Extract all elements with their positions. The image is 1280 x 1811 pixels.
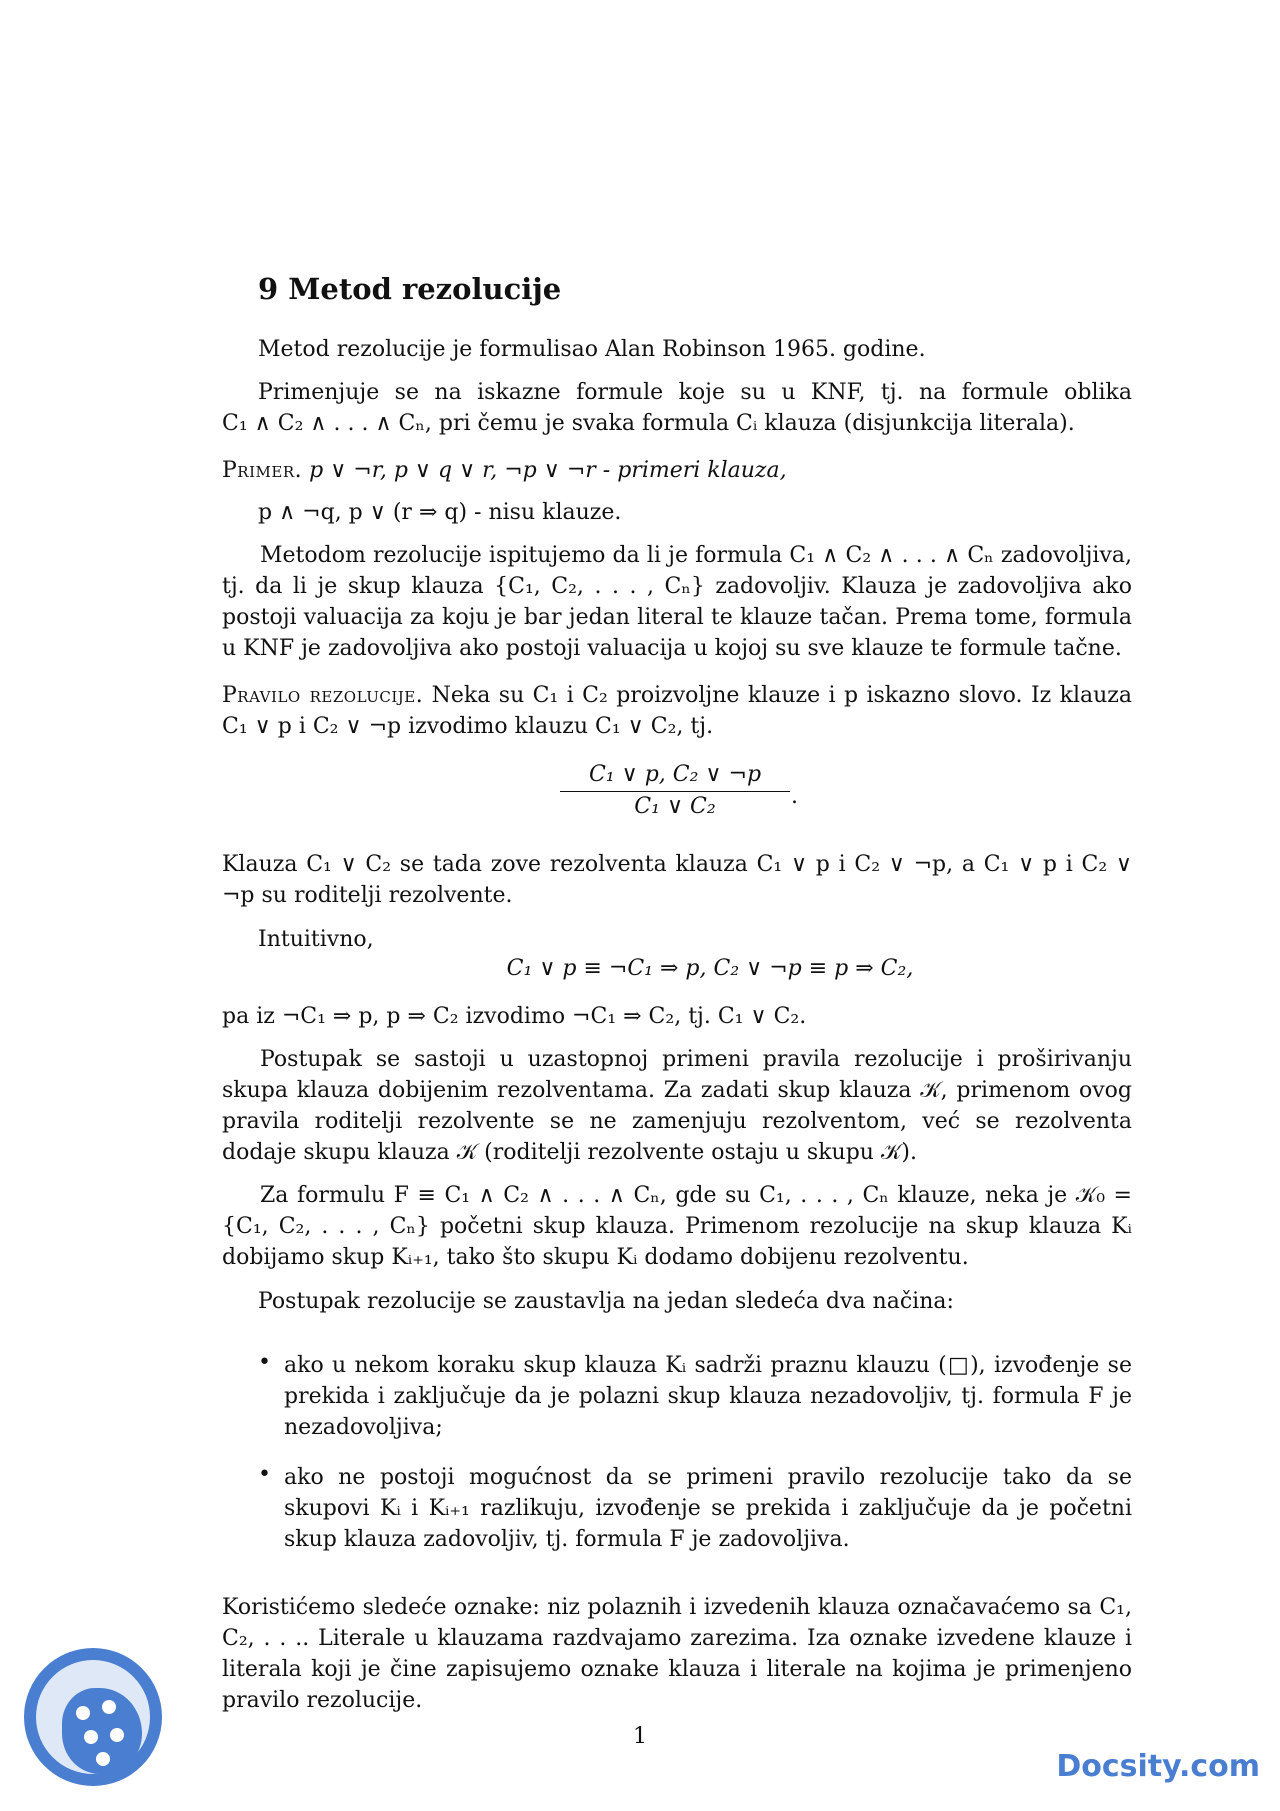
paragraph-stop-conditions: Postupak rezolucije se zaustavlja na jedan sledeća dva načina: xyxy=(258,1289,954,1314)
paragraph-knf-line2: C₁ ∧ C₂ ∧ . . . ∧ Cₙ, pri čemu je svaka formula Cᵢ klauza (disjunkcija literala). xyxy=(222,411,1075,436)
resolution-fraction xyxy=(560,762,798,819)
intuition-label: Intuitivno, xyxy=(258,927,374,952)
intuition-formula: C₁ ∨ p ≡ ¬C₁ ⇒ p, C₂ ∨ ¬p ≡ p ⇒ C₂, xyxy=(506,956,914,981)
example-label: Primer. xyxy=(222,458,303,483)
bullet-marker-1: • xyxy=(258,1350,271,1375)
docsity-brand-watermark[interactable]: Docsity.com xyxy=(1056,1749,1260,1784)
bullet-marker-2: • xyxy=(258,1462,271,1487)
paragraph-resolvent: Klauza C₁ ∨ C₂ se tada zove rezolventa klauza C₁ ∨ p i C₂ ∨ ¬p, a C₁ ∨ p i C₂ ∨ ¬p su roditelji rezolvente. xyxy=(222,852,1132,908)
resolution-rule-block xyxy=(222,680,1132,742)
fraction-period: . xyxy=(791,784,798,809)
bullet-unsatisfiable: ako u nekom koraku skup klauza Kᵢ sadrži praznu klauzu (□), izvođenje se prekida i zaključuje da je polazni skup klauza nezadovoljiv, tj. formula F je nezadovoljiva; xyxy=(284,1353,1132,1440)
example-non-clauses: p ∧ ¬q, p ∨ (r ⇒ q) - nisu klauze. xyxy=(258,500,622,525)
example-clauses: p ∨ ¬r, p ∨ q ∨ r, ¬p ∨ ¬r - primeri klauza, xyxy=(309,458,787,483)
docsity-logo-icon xyxy=(24,1648,162,1786)
example-block xyxy=(222,455,1132,486)
fraction-numerator: C₁ ∨ p, C₂ ∨ ¬p xyxy=(560,762,790,792)
paragraph-notation: Koristićemo sledeće oznake: niz polaznih i izvedenih klauza označavaćemo sa C₁, C₂, . . .. Literale u klauzama razdvajamo zarezima. Iza oznake izvedene klauze i literala koji je čine zapisujemo oznake klauza i literale na kojima je primenjeno pravilo rezolucije. xyxy=(222,1595,1132,1713)
page-number: 1 xyxy=(633,1724,647,1749)
paragraph-intro: Metod rezolucije je formulisao Alan Robinson 1965. godine. xyxy=(258,337,926,362)
resolution-rule-text: Neka su C₁ i C₂ proizvoljne klauze i p iskazno slovo. Iz klauza C₁ ∨ p i C₂ ∨ ¬p izvodimo klauzu C₁ ∨ C₂, tj. xyxy=(222,683,1132,739)
paragraph-satisfiability: Metodom rezolucije ispitujemo da li je formula C₁ ∧ C₂ ∧ . . . ∧ Cₙ zadovoljiva, tj. da li je skup klauza {C₁, C₂, . . . , Cₙ} zadovoljiv. Klauza je zadovoljiva ako postoji valuacija za koju je bar jedan literal te klauze tačan. Prema tome, formula u KNF je zadovoljiva ako postoji valuacija u kojoj su sve klauze te formule tačne. xyxy=(222,543,1132,661)
paragraph-initial-set: Za formulu F ≡ C₁ ∧ C₂ ∧ . . . ∧ Cₙ, gde su C₁, . . . , Cₙ klauze, neka je 𝒦₀ = {C₁, C₂, . . . , Cₙ} početni skup klauza. Primenom rezolucije na skup klauza Kᵢ dobijamo skup Kᵢ₊₁, tako što skupu Kᵢ dodamo dobijenu rezolventu. xyxy=(222,1183,1132,1270)
resolution-rule-label: Pravilo rezolucije. xyxy=(222,683,424,708)
bullet-satisfiable: ako ne postoji mogućnost da se primeni pravilo rezolucije tako da se skupovi Kᵢ i Kᵢ₊₁ razlikuju, izvođenje se prekida i zaključuje da je početni skup klauza zadovoljiv, tj. formula F je zadovoljiva. xyxy=(284,1465,1132,1552)
paragraph-knf-line1: Primenjuje se na iskazne formule koje su u KNF, tj. na formule oblika xyxy=(258,380,1132,405)
paragraph-derivation: pa iz ¬C₁ ⇒ p, p ⇒ C₂ izvodimo ¬C₁ ⇒ C₂, tj. C₁ ∨ C₂. xyxy=(222,1004,807,1029)
section-heading: 9 Metod rezolucije xyxy=(258,272,562,306)
fraction-denominator: C₁ ∨ C₂ xyxy=(634,794,716,819)
paragraph-procedure: Postupak se sastoji u uzastopnoj primeni pravila rezolucije i proširivanju skupa klauza dobijenim rezolventama. Za zadati skup klauza 𝒦, primenom ovog pravila roditelji rezolvente se ne zamenjuju rezolventom, već se rezolventa dodaje skupu klauza 𝒦 (roditelji rezolvente ostaju u skupu 𝒦). xyxy=(222,1047,1132,1165)
